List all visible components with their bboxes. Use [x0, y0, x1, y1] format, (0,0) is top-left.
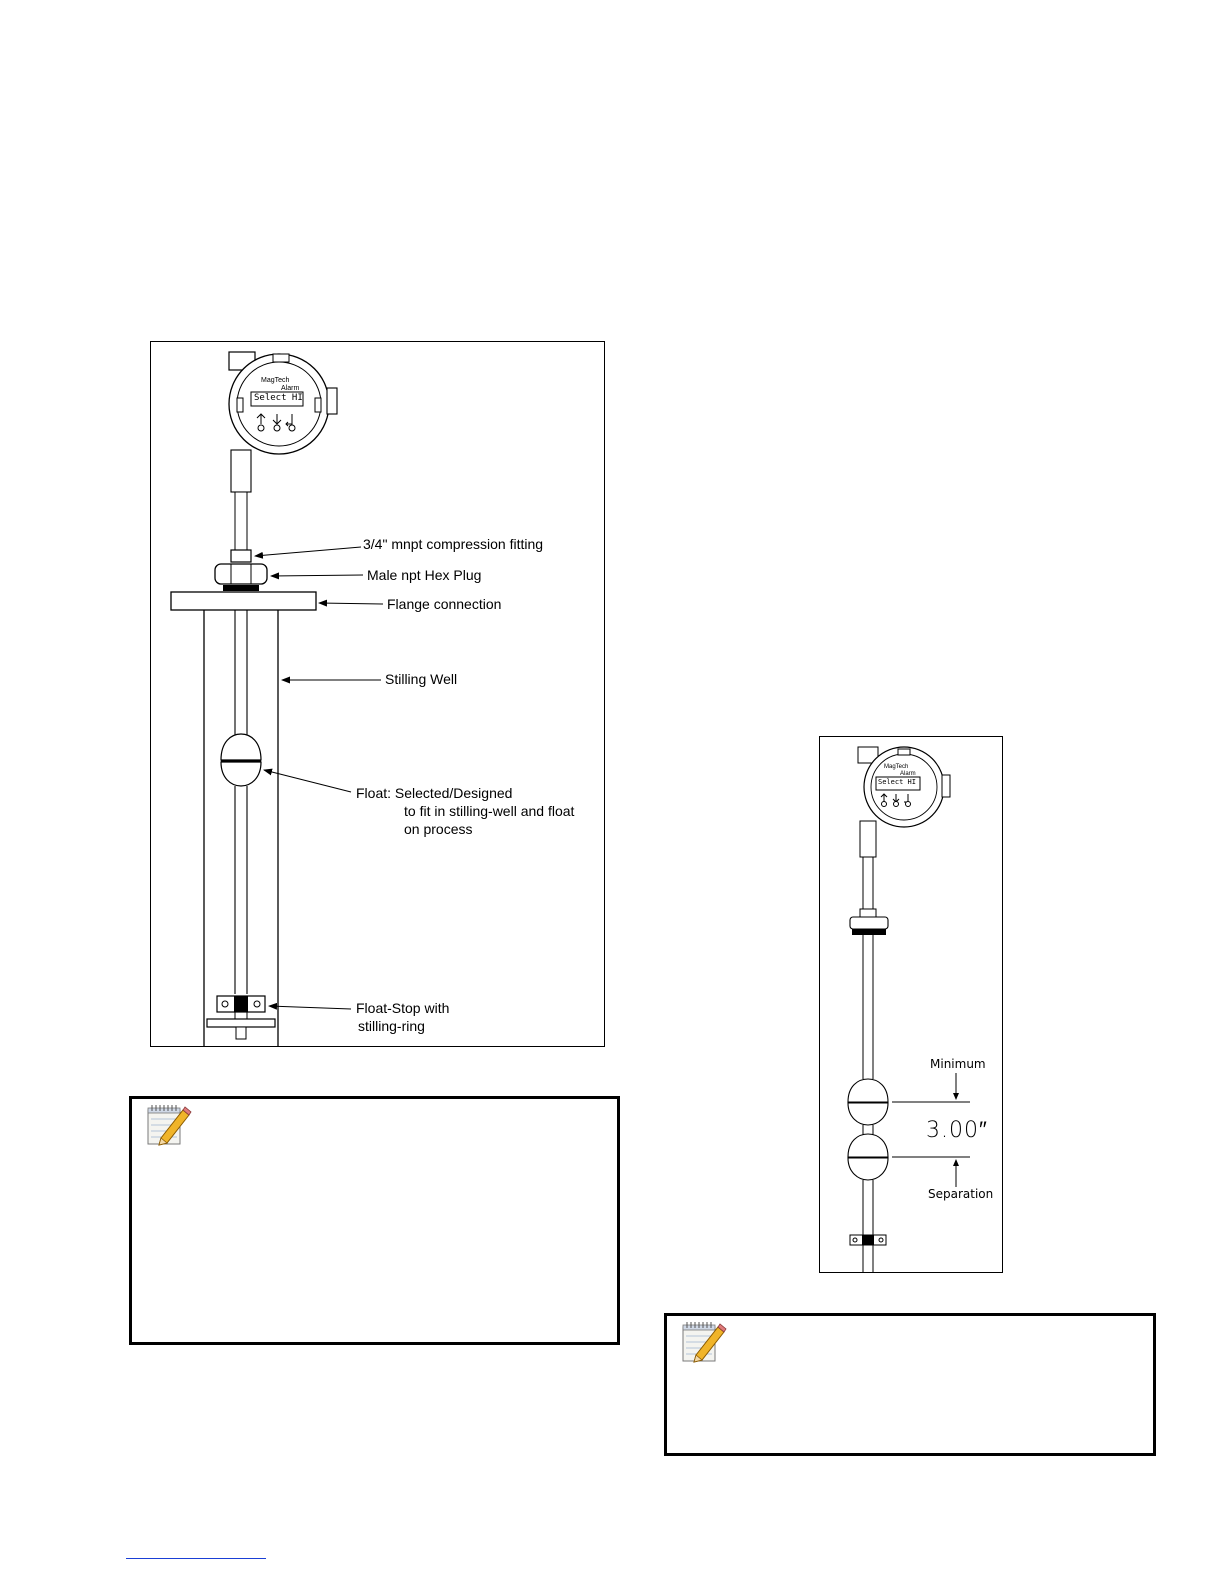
callout-float-line1: Float: Selected/Designed [356, 785, 513, 801]
figure-stilling-well [150, 341, 605, 1047]
display-mode: Alarm [281, 385, 300, 392]
hex-plug [215, 564, 267, 584]
display-brand-small: MagTech [884, 764, 909, 770]
callout-float-stop-line2: stilling-ring [358, 1018, 425, 1034]
callout-flange: Flange connection [387, 596, 502, 612]
float [221, 734, 261, 786]
display-screen-small: Select HI [878, 778, 916, 786]
enclosure-housing [229, 354, 337, 454]
display-brand: MagTech [261, 377, 290, 384]
callout-float-line3: on process [404, 821, 473, 837]
notepad-pencil-icon [680, 1321, 728, 1367]
callout-compression-fitting: 3/4" mnpt compression fitting [363, 536, 544, 552]
probe-rod-upper [235, 492, 247, 550]
dimension-bottom-label: Separation [928, 1187, 994, 1201]
upper-stem [231, 450, 251, 492]
stilling-well-drawing [151, 342, 604, 1046]
callout-float-stop-line1: Float-Stop with [356, 1000, 450, 1016]
display-screen: Select HI [254, 393, 303, 403]
display-mode-small: Alarm [900, 771, 916, 777]
enclosure-housing-small [864, 747, 950, 827]
callout-hex-plug: Male npt Hex Plug [367, 567, 482, 583]
footer-link-underline[interactable] [126, 1558, 266, 1560]
flange [171, 592, 316, 610]
dimension-top-label: Minimum [930, 1057, 986, 1071]
compression-fitting [231, 550, 251, 562]
float-stop [207, 996, 275, 1039]
note-box-right [664, 1313, 1156, 1456]
callout-float-line2: to fit in stilling-well and float [404, 803, 575, 819]
note-box-left [129, 1096, 620, 1345]
lower-float [848, 1134, 888, 1180]
figure-float-separation [819, 736, 1003, 1273]
dimension-value: 3.00″ [926, 1118, 988, 1143]
notepad-pencil-icon [145, 1104, 193, 1150]
callout-stilling-well: Stilling Well [385, 671, 458, 687]
upper-float [848, 1079, 888, 1125]
